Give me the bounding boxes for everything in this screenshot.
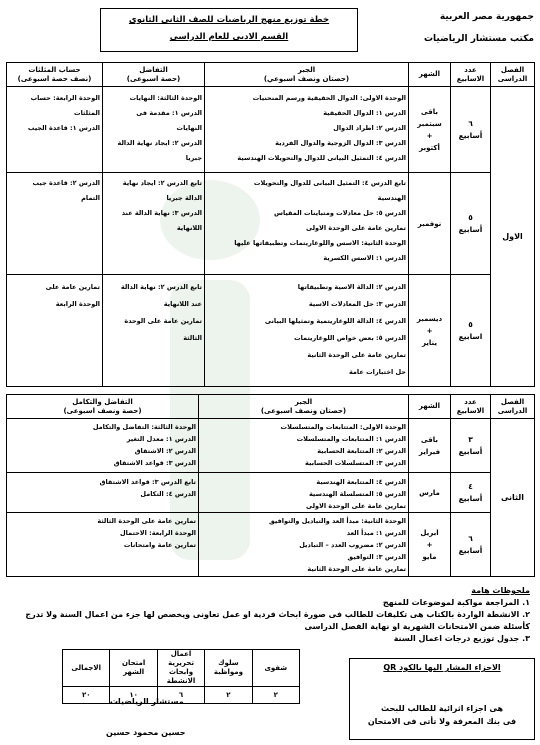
grade-header: سلوك ومواظبة [205,650,252,687]
algebra-cell: الدرس ٢: الدالة الاسية وتطبيقاتها الدرس ٣: حل المعادلات الاسية الدرس ٤: الدالة اللوغاريتمية وتمثيلها البيانى الدرس ٥: بعض خواص اللوغاريتمات تمارين عامة على الوحدة الثانية حل اختبارات عامة [205,275,409,387]
grades-table [62,649,300,704]
header-weeks: عدد الاسابيع [451,395,491,419]
header-calculus: التفاضل (حصة اسبوعى) [103,63,205,87]
semester-label: الثانى [491,419,535,577]
calculus-cell: تابع الدرس ٢: نهاية الدالة عند اللانهاية تمارين عامة على الوحدة الثالثة [103,275,205,387]
grade-header: شفوى [252,650,299,687]
calculus-cell: تابع الدرس ٢: ايجاد نهاية الدالة جبريا الدرس ٣: نهاية الدالة عند اللانهاية [103,173,205,275]
qr-note-box [349,658,535,740]
grade-value: ٢ [252,687,299,704]
header-issuer [394,6,534,50]
signature-name: حسين محمود حسين [106,728,186,737]
weeks-cell: ٦ أسابيع [451,513,491,577]
first-semester-table [6,62,535,387]
plan-title: خطة توزيع منهج الرياضيات للصف الثانى الثانوى [128,15,330,25]
signature-role: مستشار الرياضيات [110,697,184,706]
weeks-cell: ٦ أسابيع [451,87,491,173]
table-row [7,87,535,173]
grade-header: امتحان الشهر [110,650,157,687]
header-month: الشهر [409,395,451,419]
table-row [7,473,535,513]
header-algebra: الجبر (حصتان ونصف اسبوعي) [205,63,409,87]
month-cell: مارس [409,473,451,513]
grade-value: ١٠ [110,687,157,704]
notes-section [10,585,530,645]
weeks-cell: ٣ أسابيع [451,419,491,473]
grade-header: الاجمالى [63,650,110,687]
month-cell: باقى سبتمبر + أكتوبر [409,87,451,173]
note-item: ٣. جدول توزيع درجات اعمال السنة [393,634,530,643]
header-month: الشهر [409,63,451,87]
note-item: ١. المراجعة مواكبة لموضوعات للمنهج [382,598,530,607]
header-algebra: الجبر (حصتان ونصف اسبوعى) [199,395,409,419]
calculus-cell: تابع الدرس ٣: قواعد الاشتقاق الدرس ٤: التكامل [7,473,199,513]
header-semester: الفصل الدراسى [491,63,535,87]
month-cell: باقى فبراير [409,419,451,473]
header-calculus: التفاضل والتكامل (حصة ونصف اسبوعى) [7,395,199,419]
weeks-cell: ٥ اسابيع [451,275,491,387]
month-cell: ابريل + مايو [409,513,451,577]
plan-subtitle: القسم الادبى للعام الدراسى [169,32,289,42]
month-cell: ديسمبر + يناير [409,275,451,387]
algebra-cell: الوحدة الاولى: المتتابعات والمتسلسلات الدرس ١: المتتابعات والمتسلسلات الدرس ٢: المتتابعة الحسابية الدرس ٣: المتسلسلات الحسابية [199,419,409,473]
grade-value: ٢ [205,687,252,704]
triangles-cell: الدرس ٢: قاعدة جيب التمام [7,173,103,275]
triangles-cell: الوحدة الرابعة: حساب المثلثات الدرس ١: قاعدة الجيب [7,87,103,173]
weeks-cell: ٥ أسابيع [451,173,491,275]
qr-text [350,702,534,728]
second-semester-table [6,394,535,577]
plan-title-box [100,8,358,52]
calculus-cell: الوحدة الثالثة: التفاضل والتكامل الدرس ١: معدل التغير الدرس ٢: الاشتقاق الدرس ٣: قواعد الاشتقاق [7,419,199,473]
month-cell: نوفمبر [409,173,451,275]
header-semester: الفصل الدراسى [491,395,535,419]
table-row [7,419,535,473]
qr-title: الاجزاء المشار اليها بالكود QR [383,663,501,672]
algebra-cell: تابع الدرس ٤: التمثيل البيانى للدوال والتحويلات الهندسية الدرس ٥: حل معادلات ومتباينات المقياس تمارين عامة على الوحدة الاولى الوحدة الثانية: الاسس واللوغاريتمات وتطبيقاتها عليها الدرس ١: الاسس الكسرية [205,173,409,275]
algebra-cell: الوحدة الثانية: مبدأ العد والتباديل والتوافيق الدرس ١: مبدأ العد الدرس ٢: مضروب العدد – التباديل الدرس ٣: التوافيق تمارين عامة على الوحدة الثانية [199,513,409,577]
semester-label: الاول [491,87,535,387]
algebra-cell: الدرس ٤: المتتابعة الهندسية الدرس ٥: المتسلسلة الهندسية تمارين عامة على الوحدة الاولى [199,473,409,513]
algebra-cell: الوحدة الاولى: الدوال الحقيقية ورسم المنحنيات الدرس ١: الدوال الحقيقية الدرس ٢: اطراد الدوال الدرس ٣: الدوال الزوجية والدوال الفردية الدرس ٤: التمثيل البيانى للدوال والتحويلات الهندسية [205,87,409,173]
calculus-cell: الوحدة الثالثة: النهايات الدرس ١: مقدمة فى النهايات الدرس ٢: ايجاد نهاية الدالة جبريا [103,87,205,173]
grade-value: ٢٠ [63,687,110,704]
table-row [7,275,535,387]
weeks-cell: ٤ أسابيع [451,473,491,513]
qr-line: فى بنك المعرفة ولا تأتى فى الامتحان [367,717,517,726]
notes-title: ملحوظات هامة [471,586,530,595]
triangles-cell: تمارين عامة على الوحدة الرابعة [7,275,103,387]
table-row [7,173,535,275]
header-weeks: عدد الاسابيع [451,63,491,87]
qr-line: هى اجزاء اثرائية للطالب للبحث [381,704,503,713]
table-row [7,513,535,577]
office-name: مكتب مستشار الرياضيات [423,34,534,44]
calculus-cell: تمارين عامة على الوحدة الثالثة الوحدة الرابعة: الاحتمال تمارين عامة وامتحانات [7,513,199,577]
note-item: ٢. الانشطة الواردة بالكتاب هى تكليفات للطالب فى صورة ابحاث فردية او عمل تعاونى ويخصص لها جزء من اعمال السنة ولا تدرج كأسئلة ضمن الامتحانات الشهرية او نهاية الفصل الدراسى [25,610,530,631]
grade-header: اعمال تحريرية وابحاث الانشطة [157,650,204,687]
country-name: جمهورية مصر العربية [439,12,534,22]
grade-value: ٦ [157,687,204,704]
header-triangles: حساب المثلثات (نصف حصة اسبوعى) [7,63,103,87]
